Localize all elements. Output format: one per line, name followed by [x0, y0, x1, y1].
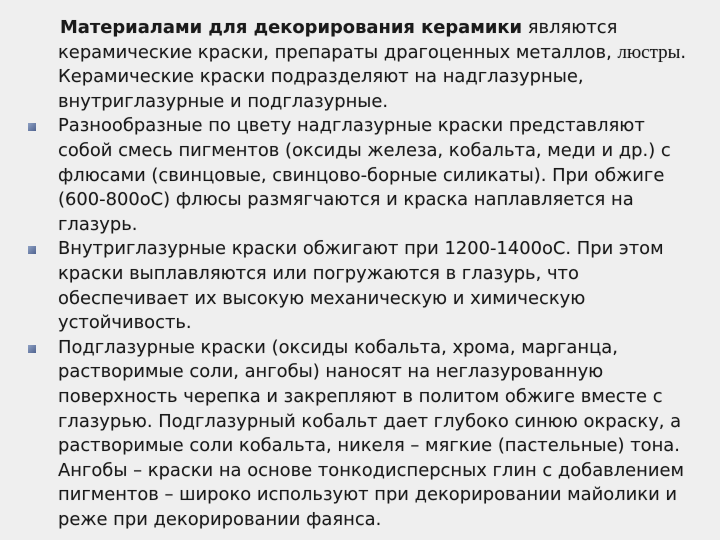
bullet-item-inglaze: [28, 237, 700, 335]
intro-bold-lead: Материалами для декорирования керамики: [60, 17, 523, 38]
square-bullet-icon: [28, 246, 36, 254]
slide-body: [28, 16, 700, 532]
bullet-text: Подглазурные краски (оксиды кобальта, хрома, марганца, растворимые соли, ангобы) наносят на неглазурованную поверхность черепка и закрепляют в политом обжиге вместе с глазурью. Подглазурный кобальт дает глубоко синюю окраску, а растворимые соли кобальта, никеля – мягкие (пастельные) тона. Ангобы – краски на основе тонкодисперсных глин с добавлением пигментов – широко используют при декорировании майолики и реже при декорировании фаянса.: [58, 336, 684, 530]
bullet-text: Разнообразные по цвету надглазурные краски представляют собой смесь пигментов (оксиды железа, кобальта, меди и др.) с флюсами (свинцовые, свинцово-борные силикаты). При обжиге (600-800оС) флюсы размягчаются и краска наплавляется на глазурь.: [58, 115, 671, 235]
square-bullet-icon: [28, 123, 36, 131]
bullet-item-overglaze: [28, 114, 700, 237]
bullet-text: Внутриглазурные краски обжигают при 1200-1400оС. При этом краски выплавляются или погружаются в глазурь, что обеспечивает их высокую механическую и химическую устойчивость.: [58, 238, 664, 334]
bullet-item-underglaze: [28, 336, 700, 533]
intro-text-part-1: являются керамические краски, препараты драгоценных металлов,: [58, 17, 618, 63]
intro-text-part-2: . Керамические краски подразделяют на надглазурные, внутриглазурные и подглазурные.: [58, 41, 687, 112]
square-bullet-icon: [28, 345, 36, 353]
intro-paragraph: [28, 16, 700, 114]
intro-serif-word: люстры: [617, 41, 681, 63]
